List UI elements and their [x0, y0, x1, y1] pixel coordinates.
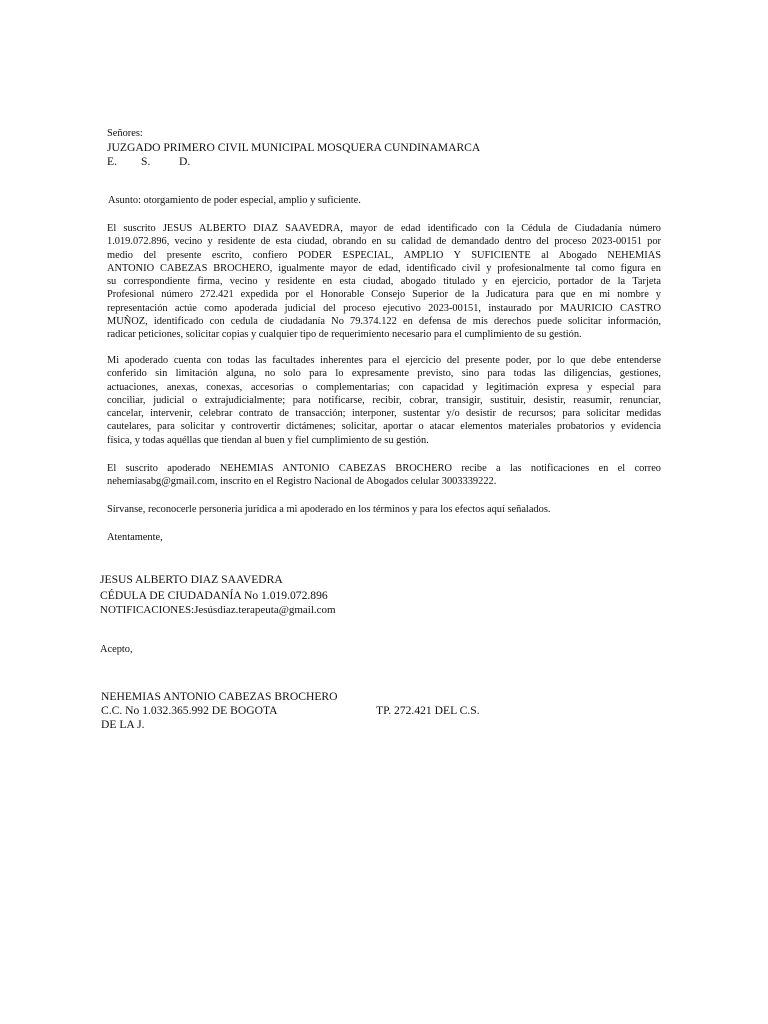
esd-d: D.: [179, 155, 191, 169]
esd-e: E.: [107, 155, 117, 169]
p1-line: medio del presente escrito, confiero PODER ESPECIAL, AMPLIO Y SUFICIENTE al Abogado NEHEMIAS: [107, 249, 661, 261]
paragraph-recognition: [107, 503, 667, 516]
attorney-tp-continuation: DE LA J.: [101, 718, 145, 732]
p4-line: Sírvanse, reconocerle personería jurídica a mi apoderado en los términos y para los efectos aquí señalados.: [107, 504, 551, 515]
addressee-block: [107, 127, 527, 170]
paragraph-notifications: [107, 462, 661, 489]
p2-line: cancelar, intervenir, celebrar contrato de transacción; interponer, sustentar y/o desistir de recursos; para solicitar medidas: [107, 408, 661, 420]
grantor-id: CÉDULA DE CIUDADANÍA No 1.019.072.896: [100, 589, 328, 603]
attorney-id-row: [101, 704, 521, 718]
accept-block: [100, 643, 300, 656]
subject-line: [108, 194, 668, 207]
closing-text: Atentamente,: [107, 532, 163, 543]
p1-line: El suscrito JESUS ALBERTO DIAZ SAAVEDRA, mayor de edad identificado con la Cédula de Ciudadanía número: [107, 223, 661, 234]
p2-line: física, y todas aquéllas que tiendan al buen y fiel cumplimiento de su gestión.: [107, 434, 429, 446]
court-name: JUZGADO PRIMERO CIVIL MUNICIPAL MOSQUERA CUNDINAMARCA: [107, 141, 481, 155]
p1-line: su correspondiente firma, vecino y residente en esta ciudad, abogado titulado y en ejercicio, portador de la Tarjeta: [107, 276, 661, 288]
p1-line: representación actúe como apoderada judicial del proceso ejecutivo 2023-00151, instaurado por MAURICIO CASTRO: [107, 302, 661, 314]
p2-line: Mi apoderado cuenta con todas las facultades inherentes para el ejercicio del presente poder, por lo que debe entenderse: [107, 355, 661, 366]
p3-line: El suscrito apoderado NEHEMIAS ANTONIO CABEZAS BROCHERO recibe a las notificaciones en el correo: [107, 463, 661, 474]
grantor-name: JESUS ALBERTO DIAZ SAAVEDRA: [100, 573, 283, 586]
p2-line: conciliar, judicial o extrajudicialmente; para notificarse, recibir, cobrar, transigir, sustituir, desistir, reasumir, renunciar,: [107, 394, 661, 406]
p1-line: radicar peticiones, solicitar copias y cualquier tipo de requerimiento necesario para el cumplimiento de su gestión.: [107, 329, 582, 341]
grantor-notifications: NOTIFICACIONES:Jesúsdiaz.terapeuta@gmail.com: [100, 604, 336, 617]
attorney-id: C.C. No 1.032.365.992 DE BOGOTA: [101, 704, 278, 718]
salutation: Señores:: [107, 128, 143, 139]
paragraph-power-granting: [107, 222, 661, 342]
attorney-tp: TP. 272.421 DEL C.S.: [376, 704, 480, 718]
paragraph-faculties: [107, 354, 661, 447]
subject-text: Asunto: otorgamiento de poder especial, amplio y suficiente.: [108, 195, 361, 206]
attorney-name: NEHEMIAS ANTONIO CABEZAS BROCHERO: [101, 690, 338, 703]
p1-line: MUÑOZ, identificado con cedula de ciudadanía No 79.374.122 en defensa de mis derechos puede solicitar información,: [107, 316, 661, 328]
grantor-signature-block: [100, 573, 500, 618]
closing: [107, 531, 307, 544]
esd-s: S.: [141, 155, 151, 169]
p1-line: ANTONIO CABEZAS BROCHERO, igualmente mayor de edad, identificado civil y profesionalmente tal como figura en: [107, 262, 661, 274]
esd-line: [107, 155, 527, 169]
p2-line: cautelares, para solicitar y controvertir dictámenes; solicitar, aportar o atacar elementos materiales probatorios y evidencia: [107, 421, 661, 433]
attorney-signature-block: [101, 690, 521, 733]
p1-line: Profesional número 272.421 expedida por el Honorable Consejo Superior de la Judicatura para que en mi nombre y: [107, 289, 661, 301]
p2-line: conferido sin limitación alguna, no solo para lo expresamente previsto, sino para todas las diligencias, gestiones,: [107, 368, 661, 380]
accept-text: Acepto,: [100, 644, 133, 655]
p1-line: 1.019.072.896, vecino y residente de esta ciudad, obrando en su calidad de demandado dentro del proceso 2023-00151 por: [107, 236, 661, 248]
p2-line: actuaciones, anexas, conexas, accesorias o complementarias; con capacidad y legitimación expresa y especial para: [107, 381, 661, 393]
p3-line: nehemiasabg@gmail.com, inscrito en el Registro Nacional de Abogados celular 3003339222.: [107, 476, 497, 488]
